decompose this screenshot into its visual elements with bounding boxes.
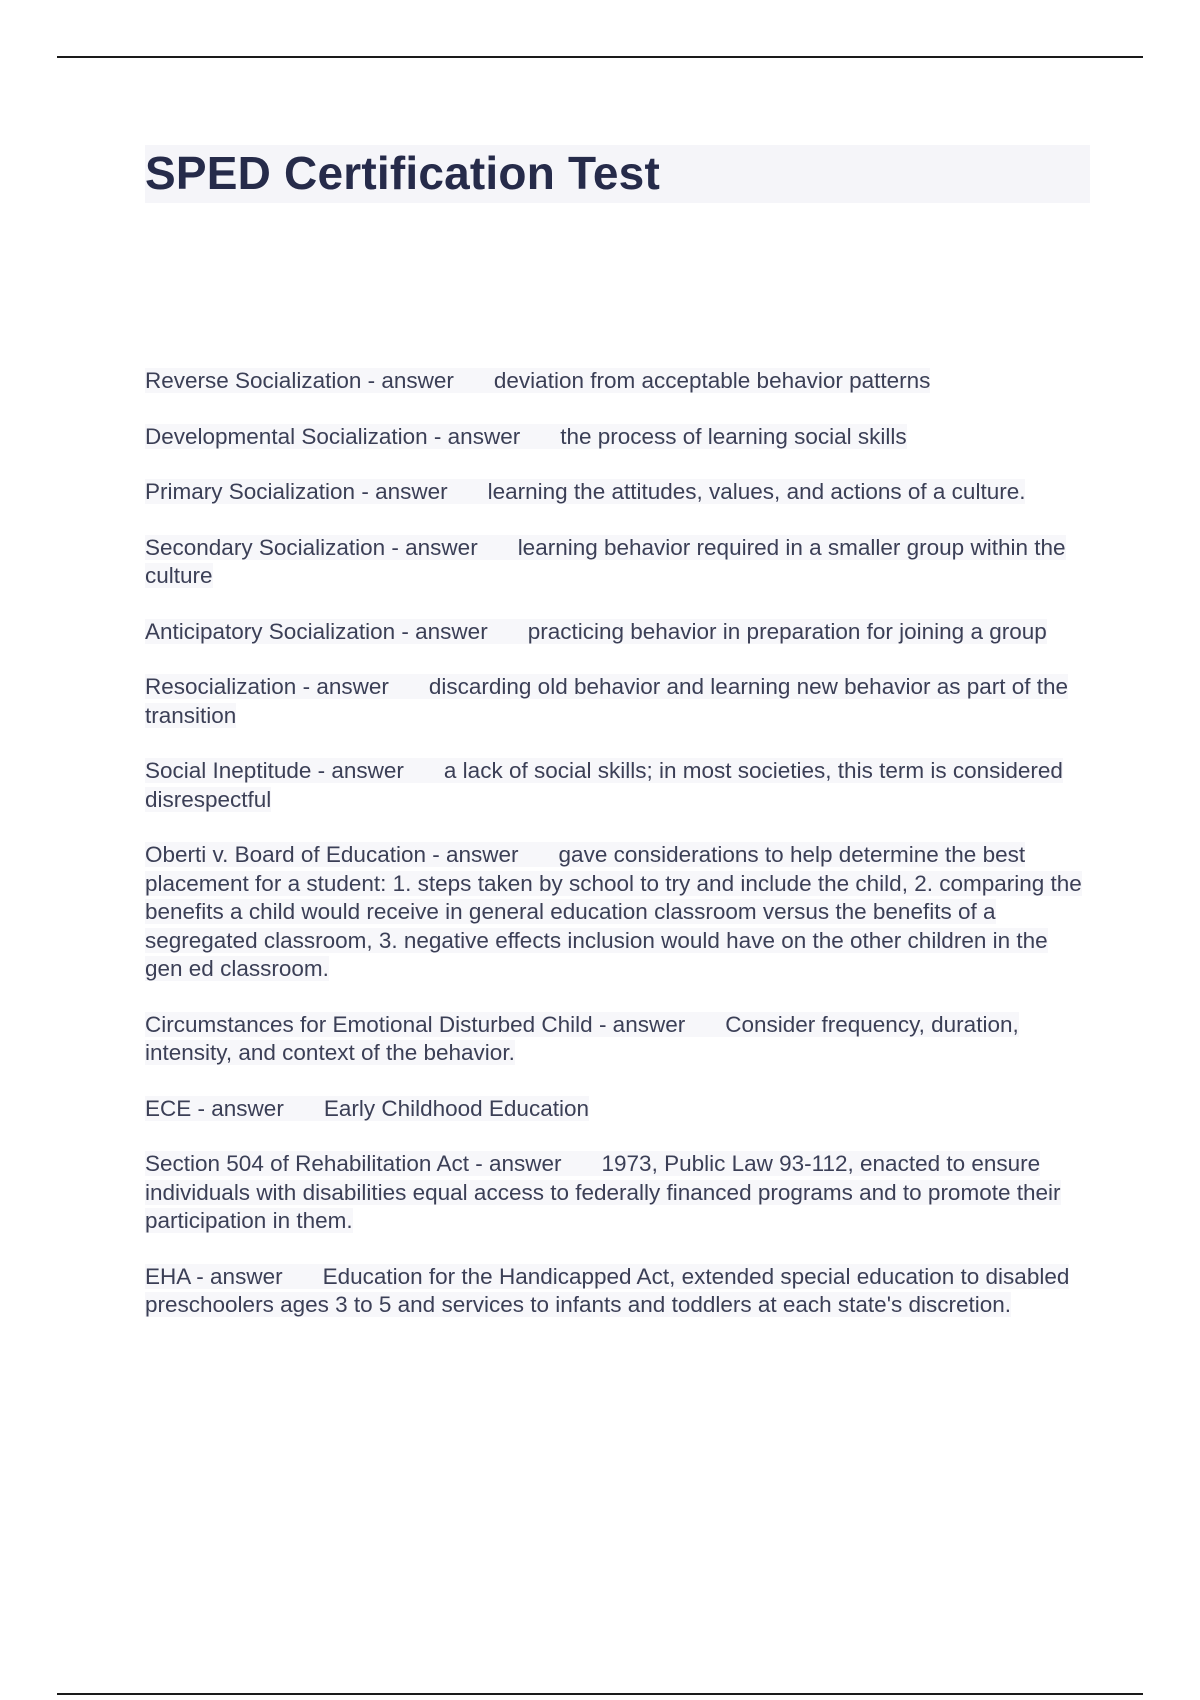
entry-term: Reverse Socialization [145, 368, 362, 393]
entry-definition: Education for the Handicapped Act, extended special education to disabled preschoolers ages 3 to 5 and services to infants and toddlers at each state's discretion. [145, 1263, 1070, 1317]
entry-separator: - answer [475, 1151, 562, 1176]
entry-term: Anticipatory Socialization [145, 618, 396, 644]
entry-definition: the process of learning social skills [560, 423, 907, 449]
flashcard-entry [145, 534, 1090, 591]
flashcard-entry [145, 1011, 1090, 1068]
top-rule [57, 56, 1143, 58]
flashcard-entry [145, 478, 1090, 507]
entry-term: Social Ineptitude [145, 758, 312, 783]
flashcard-entry [145, 1263, 1090, 1320]
entry-definition: Consider frequency, duration, intensity, and context of the behavior. [145, 1011, 1019, 1065]
entry-definition: a lack of social skills; in most societies, this term is considered disrespectful [145, 758, 1063, 812]
entry-term: Oberti v. Board of Education [145, 842, 426, 867]
bottom-rule [57, 1693, 1143, 1695]
entry-separator: - answer [433, 423, 521, 449]
entry-separator: - answer [317, 758, 404, 783]
entry-separator: - answer [401, 618, 488, 644]
entry-separator: - answer [361, 479, 448, 504]
flashcard-entry [145, 423, 1090, 452]
entry-term: Primary Socialization [145, 479, 356, 504]
entry-separator: - answer [391, 534, 478, 560]
flashcard-entry [145, 618, 1090, 647]
entry-definition: deviation from acceptable behavior patterns [493, 368, 931, 393]
entry-separator: - answer [367, 368, 454, 393]
entry-term: Secondary Socialization [145, 534, 386, 560]
flashcard-entry [145, 757, 1090, 814]
entry-definition: discarding old behavior and learning new behavior as part of the transition [145, 674, 1069, 728]
flashcard-entry [145, 367, 1090, 396]
entry-definition: learning the attitudes, values, and actions of a culture. [487, 479, 1026, 504]
entry-separator: - answer [302, 674, 389, 699]
entry-term: Developmental Socialization [145, 423, 428, 449]
entry-definition: Early Childhood Education [323, 1095, 589, 1121]
flashcard-entry [145, 1150, 1090, 1236]
flashcard-entry [145, 841, 1090, 984]
entry-definition: gave considerations to help determine the best placement for a student: 1. steps taken by school to try and include the child, 2. comparing the benefits a child would receive in general education classroom versus the benefits of a segregated classroom, 3. negative effects inclusion would have on the other children in the gen ed classroom. [145, 842, 1082, 981]
entry-definition: practicing behavior in preparation for joining a group [527, 618, 1047, 644]
flashcard-entry [145, 673, 1090, 730]
page-title: SPED Certification Test [145, 147, 660, 199]
flashcard-entry [145, 1095, 1090, 1124]
entry-definition: 1973, Public Law 93-112, enacted to ensure individuals with disabilities equal access to federally financed programs and to promote their participation in them. [145, 1151, 1061, 1233]
entry-term: ECE [145, 1095, 192, 1121]
entry-term: Section 504 of Rehabilitation Act [145, 1151, 469, 1176]
entry-definition: learning behavior required in a smaller group within the culture [145, 534, 1066, 588]
flashcard-list [145, 367, 1090, 1347]
entry-term: EHA [145, 1263, 191, 1289]
entry-separator: - answer [196, 1263, 283, 1289]
entry-separator: - answer [432, 842, 519, 867]
entry-separator: - answer [197, 1095, 284, 1121]
entry-term: Resocialization [145, 674, 297, 699]
entry-term: Circumstances for Emotional Disturbed Child [145, 1011, 593, 1037]
entry-separator: - answer [598, 1011, 686, 1037]
